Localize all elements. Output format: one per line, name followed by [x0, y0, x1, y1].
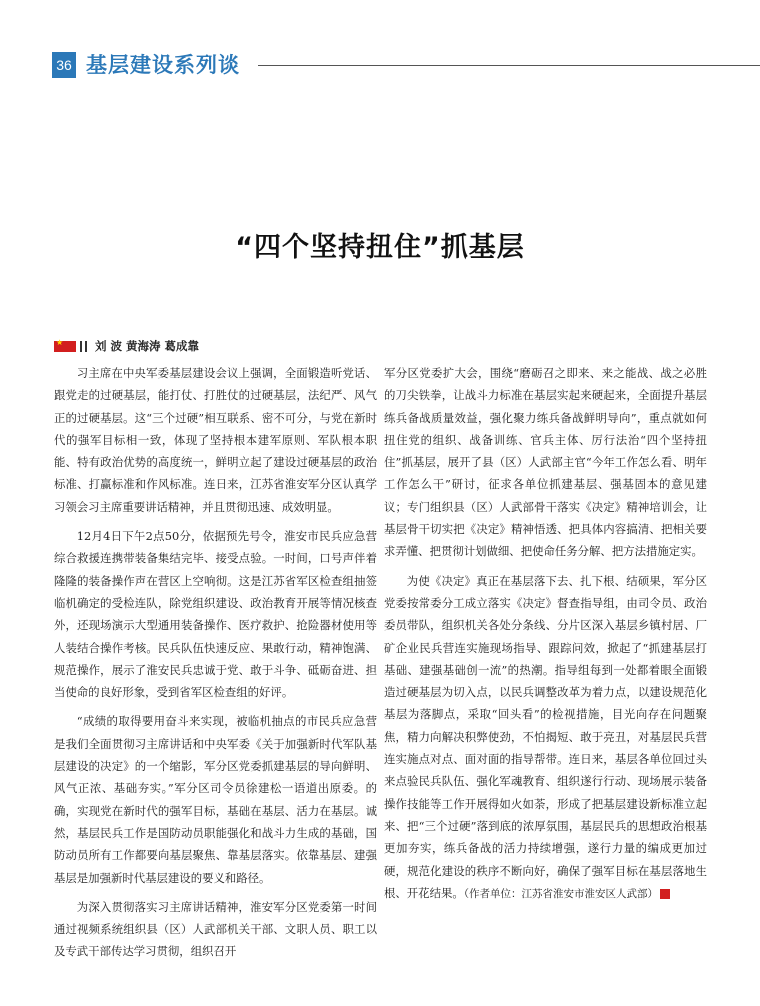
paragraph-text: 为使《决定》真正在基层落下去、扎下根、结硕果，军分区党委按常委分工成立落实《决定》督查指导组，由司令员、政治委员带队，组织机关各处分条线、分片区深入基层乡镇村居、厂矿企业民兵营连实施现场指导、跟踪问效，掀起了“抓建基层打基础、建强基础创一流”的热潮。指导组每到一处都着眼全面锻造过硬基层为切入点，以民兵调整改革为着力点，以建设规范化基层为落脚点，采取“回头看”的检视措施，目光向存在问题聚焦，精力向解决积弊使劲，不怕揭短、敢于亮丑，对基层民兵营连实施点对点、面对面的指导帮带。连日来，基层各单位回过头来点验民兵队伍、强化军魂教育、组织遂行行动、现场展示装备操作技能等工作开展得如火如荼，形成了把基层建设新标准立起来、把“三个过硬”落到底的浓厚氛围，基层民兵的思想政治根基更加夯实，练兵备战的活力持续增强，遂行力量的编成更加过硬，规范化建设的秩序不断向好，确保了强军目标在基层落地生根、开花结果。 [384, 573, 707, 900]
header-divider [258, 65, 760, 66]
article-title: “四个坚持扭住”抓基层 [235, 232, 525, 263]
page-header [0, 50, 760, 90]
paragraph: 军分区党委扩大会，围绕“磨砺召之即来、来之能战、战之必胜的刀尖铁拳，让战斗力标准在基层实起来硬起来，全面提升基层练兵备战质量效益，强化聚力练兵备战鲜明导向”，重点就如何扭住党的组织、战备训练、官兵主体、厉行法治“四个坚持扭住”抓基层，展开了县（区）人武部主官“今年工作怎么看、明年工作怎么干”研讨，征求各单位抓建基层、强基固本的意见建议；专门组织县（区）人武部骨干落实《决定》精神培训会，让基层骨干切实把《决定》精神悟透、把具体内容搞清、把相关要求弄懂、把贯彻计划做细、把使命任务分解、把方法措施定实。 [384, 366, 707, 559]
paragraph: “成绩的取得要用奋斗来实现，被临机抽点的市民兵应急营是我们全面贯彻习主席讲话和中央军委《关于加强新时代军队基层建设的决定》的一个缩影，军分区党委抓建基层的导向鲜明、风气正浓、基础夯实。”军分区司令员徐建松一语道出原委。的确，实现党在新时代的强军目标，基础在基层、活力在基层。诚然，基层民兵工作是国防动员职能强化和战斗力生成的基础，国防动员所有工作都要向基层聚焦、靠基层落实。依靠基层、建强基层是加强新时代基层建设的要义和路径。 [54, 714, 377, 885]
left-column [54, 362, 377, 963]
paragraph-with-note [384, 570, 707, 905]
paragraph: 12月4日下午2点50分，依据预先号令，淮安市民兵应急营综合救援连携带装备集结完毕、接受点验。一时间，口号声伴着隆隆的装备操作声在营区上空响彻。这是江苏省军区检查组抽签临机确定的受检连队，除党组织建设、政治教育开展等情况核查外，还现场演示大型通用装备操作、医疗救护、抢险器材使用等人装结合操作考核。民兵队伍快速反应、果敢行动，精神饱满、规范操作，展示了淮安民兵忠诚于党、敢于斗争、砥砺奋进、担当使命的良好形象，受到省军区检查组的好评。 [54, 529, 377, 700]
end-mark-icon: G [660, 889, 670, 899]
byline-divider [80, 341, 82, 352]
byline [54, 338, 199, 354]
flag-icon [54, 341, 76, 352]
right-column [384, 362, 707, 905]
author-affiliation: （作者单位：江苏省淮安市淮安区人武部） [463, 887, 658, 900]
byline-divider [85, 341, 87, 352]
paragraph: 为深入贯彻落实习主席讲话精神，淮安军分区党委第一时间通过视频系统组织县（区）人武部机关干部、文职人员、职工以及专武干部传达学习贯彻，组织召开 [54, 899, 377, 959]
page-number: 36 [52, 52, 76, 78]
section-title: 基层建设系列谈 [86, 53, 240, 77]
paragraph: 习主席在中央军委基层建设会议上强调，全面锻造听党话、跟党走的过硬基层，能打仗、打胜仗的过硬基层，法纪严、风气正的过硬基层。这“三个过硬”相互联系、密不可分，与党在新时代的强军目标相一致，体现了坚持根本建军原则、军队根本职能、特有政治优势的高度统一，鲜明立起了建设过硬基层的政治标准、打赢标准和作风标准。连日来，江苏省淮安军分区认真学习领会习主席重要讲话精神，并且贯彻迅速、成效明显。 [54, 366, 377, 514]
author-names: 刘 波 黄海涛 葛成靠 [95, 339, 200, 353]
